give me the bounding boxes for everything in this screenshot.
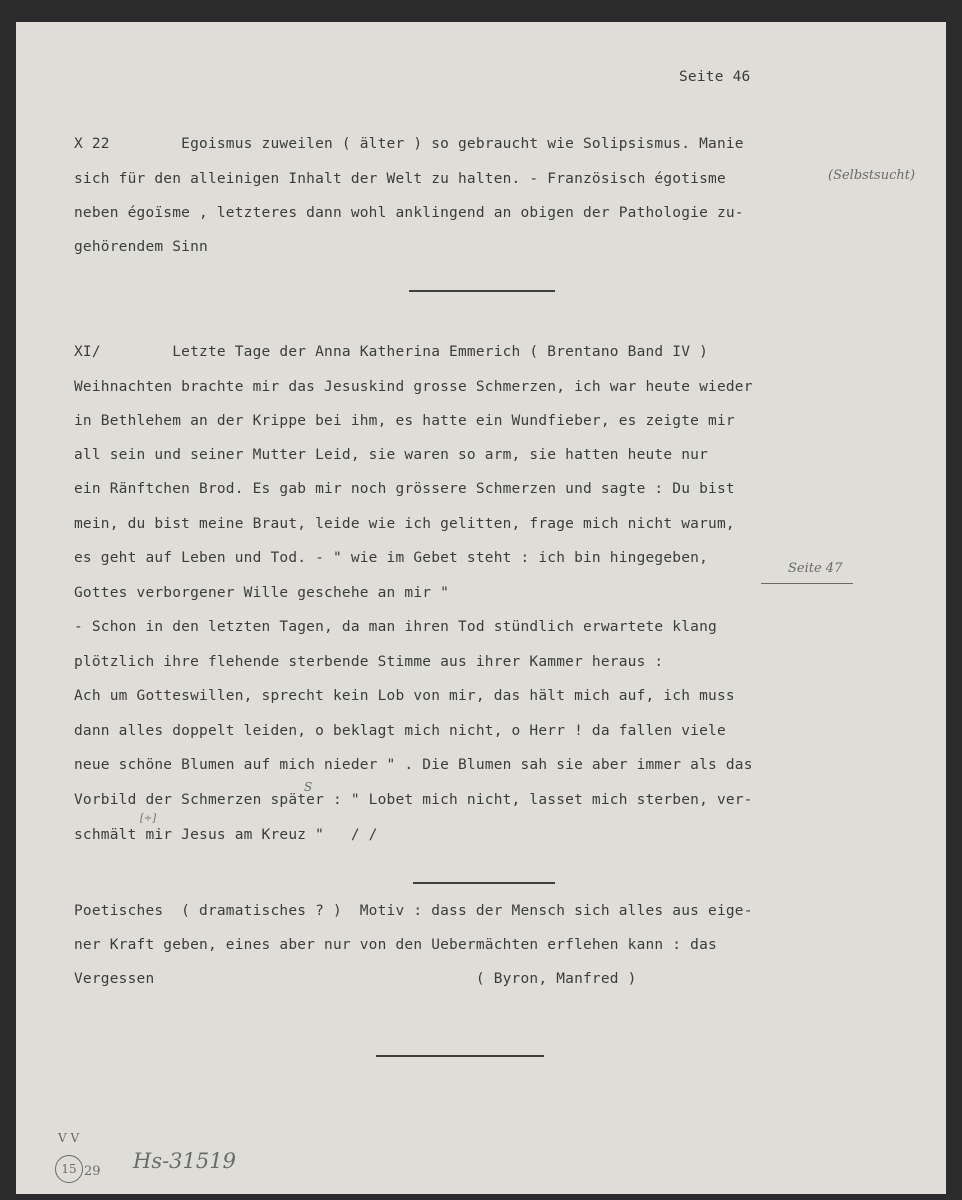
section1-line-1: X 22 Egoismus zuweilen ( älter ) so gebraucht wie Solipsismus. Manie bbox=[74, 136, 744, 152]
circled-number-mark bbox=[55, 1155, 83, 1183]
section2-line-9: - Schon in den letzten Tagen, da man ihren Tod stündlich erwartete klang bbox=[74, 619, 717, 635]
section2-line-6: mein, du bist meine Braut, leide wie ich gelitten, frage mich nicht warum, bbox=[74, 516, 735, 532]
section2-line-3: in Bethlehem an der Krippe bei ihm, es hatte ein Wundfieber, es zeigte mir bbox=[74, 413, 735, 429]
section-divider-2 bbox=[413, 882, 555, 884]
section-divider-1 bbox=[409, 290, 555, 292]
circled-number-text: 15 bbox=[61, 1162, 77, 1176]
archive-signature: Hs-31519 bbox=[133, 1149, 236, 1173]
section3-line-3: Vergessen ( Byron, Manfred ) bbox=[74, 971, 637, 987]
section2-line-15: schmält mir Jesus am Kreuz " / / bbox=[74, 827, 378, 843]
page-number-header: Seite 46 bbox=[679, 69, 751, 85]
section2-line-12: dann alles doppelt leiden, o beklagt mich nicht, o Herr ! da fallen viele bbox=[74, 723, 726, 739]
handwritten-bracket-mark: [÷] bbox=[140, 813, 157, 824]
section1-line-3: neben égoïsme , letzteres dann wohl anklingend an obigen der Pathologie zu- bbox=[74, 205, 744, 221]
section3-line-2: ner Kraft geben, eines aber nur von den Uebermächten erflehen kann : das bbox=[74, 937, 717, 953]
section1-line-2: sich für den alleinigen Inhalt der Welt zu halten. - Französisch égotisme bbox=[74, 171, 726, 187]
section3-line-1: Poetisches ( dramatisches ? ) Motiv : dass der Mensch sich alles aus eige- bbox=[74, 903, 753, 919]
handwritten-page-note: Seite 47 bbox=[788, 561, 843, 576]
handwritten-insert-mark: S bbox=[304, 780, 313, 794]
document-page bbox=[16, 22, 946, 1194]
section2-line-4: all sein und seiner Mutter Leid, sie waren so arm, sie hatten heute nur bbox=[74, 447, 709, 463]
section2-line-8: Gottes verborgener Wille geschehe an mir " bbox=[74, 585, 450, 601]
section2-line-11: Ach um Gotteswillen, sprecht kein Lob von mir, das hält mich auf, ich muss bbox=[74, 688, 735, 704]
section2-line-13: neue schöne Blumen auf mich nieder " . Die Blumen sah sie aber immer als das bbox=[74, 757, 753, 773]
section2-line-14: Vorbild der Schmerzen später : " Lobet mich nicht, lasset mich sterben, ver- bbox=[74, 792, 753, 808]
section2-line-7: es geht auf Leben und Tod. - " wie im Gebet steht : ich bin hingegeben, bbox=[74, 550, 709, 566]
section2-line-5: ein Ränftchen Brod. Es gab mir noch grössere Schmerzen und sagte : Du bist bbox=[74, 481, 735, 497]
section-divider-3 bbox=[376, 1055, 544, 1057]
section2-line-2: Weihnachten brachte mir das Jesuskind grosse Schmerzen, ich war heute wieder bbox=[74, 379, 753, 395]
handwritten-underline bbox=[761, 583, 853, 584]
folio-marks: V V bbox=[58, 1131, 80, 1145]
section1-line-4: gehörendem Sinn bbox=[74, 239, 208, 255]
section2-line-1: XI/ Letzte Tage der Anna Katherina Emmerich ( Brentano Band IV ) bbox=[74, 344, 709, 360]
folio-page-number: 29 bbox=[84, 1164, 101, 1179]
section2-line-10: plötzlich ihre flehende sterbende Stimme aus ihrer Kammer heraus : bbox=[74, 654, 664, 670]
handwritten-margin-note: (Selbstsucht) bbox=[828, 168, 916, 183]
